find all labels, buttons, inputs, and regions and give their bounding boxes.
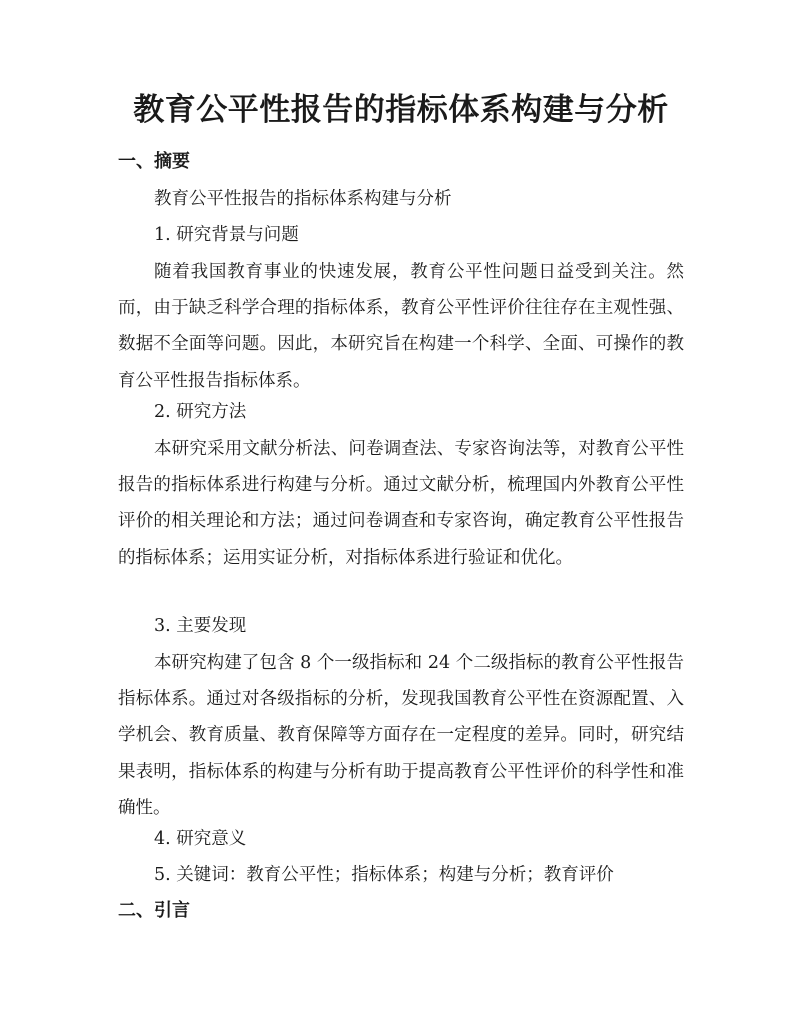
section-heading-introduction: 二、引言 [118, 900, 190, 921]
paragraph-findings: 本研究构建了包含 8 个一级指标和 24 个二级指标的教育公平性报告指标体系。通过对各级指标的分析，发现我国教育公平性在资源配置、入学机会、教育质量、教育保障等方面存在一定程度的差异。同时，研究结果表明，指标体系的构建与分析有助于提高教育公平性评价的科学性和准确性。 [118, 653, 684, 818]
document-title: 教育公平性报告的指标体系构建与分析 [133, 92, 669, 128]
paragraph-methods: 本研究采用文献分析法、问卷调查法、专家咨询法等，对教育公平性报告的指标体系进行构建与分析。通过文献分析，梳理国内外教育公平性评价的相关理论和方法；通过问卷调查和专家咨询，确定教育公平性报告的指标体系；运用实证分析，对指标体系进行验证和优化。 [118, 439, 684, 568]
item-heading-significance: 4. 研究意义 [154, 829, 247, 849]
keywords-line: 5. 关键词：教育公平性；指标体系；构建与分析；教育评价 [154, 865, 614, 885]
item-heading-background: 1. 研究背景与问题 [154, 225, 299, 245]
abstract-title-line: 教育公平性报告的指标体系构建与分析 [154, 189, 452, 209]
item-heading-methods: 2. 研究方法 [154, 402, 247, 422]
item-heading-findings: 3. 主要发现 [154, 616, 247, 636]
section-heading-abstract: 一、摘要 [118, 151, 190, 172]
paragraph-background: 随着我国教育事业的快速发展，教育公平性问题日益受到关注。然而，由于缺乏科学合理的指标体系，教育公平性评价往往存在主观性强、数据不全面等问题。因此，本研究旨在构建一个科学、全面、可操作的教育公平性报告指标体系。 [118, 262, 684, 391]
